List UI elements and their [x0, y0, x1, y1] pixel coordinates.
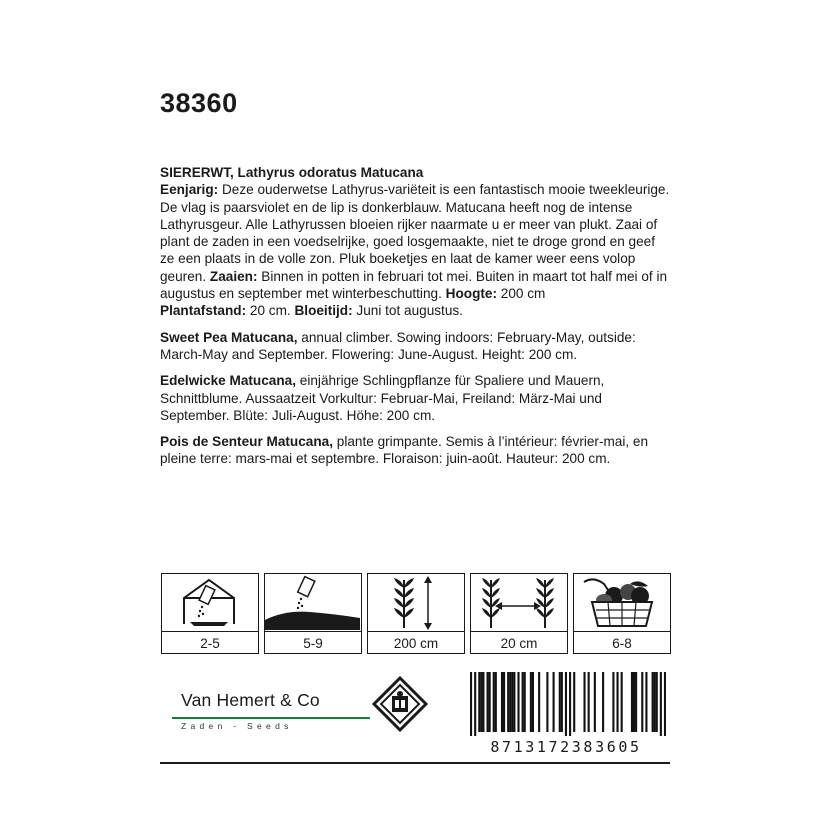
harvest-basket-icon [574, 574, 670, 632]
barcode-bar [513, 672, 515, 732]
brand-underline [172, 717, 370, 719]
icon-label-spacing: 20 cm [500, 636, 538, 651]
barcode-bar [509, 672, 511, 732]
barcode-bar [664, 672, 666, 736]
french-text: plante grimpante. Semis à l’intérieur: février-mai, en pleine terre: mars-mai et septembre. Floraison: juin-août. Hauteur: 200 cm. [160, 434, 649, 467]
cultivation-icons [161, 573, 671, 656]
plantafstand-text: 20 cm. [249, 303, 291, 319]
barcode-bar [487, 672, 489, 732]
barcode-bar [573, 672, 575, 732]
french-name: Pois de Senteur Matucana, [160, 434, 333, 450]
barcode-bar [612, 672, 614, 732]
english-name: Sweet Pea Matucana, [160, 329, 298, 345]
barcode-bar [641, 672, 643, 732]
barcode-bar [553, 672, 555, 732]
german-text: einjährige Schlingpflanze für Spaliere und Mauern, Schnittblume. Aussaatzeit Vorkultur: Februar-Mai, Freiland: März-Mai und September. Blüte: Juli-August. Höhe: 200 cm. [160, 373, 605, 423]
bloeitijd-label: Bloeitijd: [294, 303, 353, 319]
barcode-bar [561, 672, 563, 732]
barcode-bar [631, 672, 633, 732]
hoogte-text: 200 cm [500, 286, 546, 302]
eenjarig-label: Eenjarig: [160, 182, 219, 198]
bottom-rule [160, 762, 670, 764]
dutch-title: SIERERWT, Lathyrus odoratus Matucana [160, 165, 424, 180]
barcode-bar [495, 672, 497, 732]
barcode-bar [583, 672, 585, 732]
hoogte-label: Hoogte: [445, 286, 497, 302]
dutch-description: Deze ouderwetse Lathyrus-variëteit is een fantastisch mooie tweekleurige. De vlag is paarsviolet en de lip is donkerblauw. Matucana heeft nog de intense Lathyrusgeur. Alle Lathyrussen bloeien rijker naarmate u er meer van plukt. Zaai of plant de zaden in een voedselrijke, goed losgemaakte, niet te droge grond en geef ze een plaats in de volle zon. Pluk boeketjes en laat de kamer weer eens volop geuren. [160, 182, 670, 284]
barcode-bar [656, 672, 658, 732]
barcode-bar [493, 672, 495, 732]
quality-seal-logo [372, 676, 428, 732]
german-paragraph [160, 372, 670, 424]
barcode-bar [501, 672, 503, 732]
icon-label-harvest: 6-8 [612, 636, 632, 651]
barcode-bar [569, 672, 571, 736]
english-paragraph [160, 329, 670, 364]
plantafstand-label: Plantafstand: [160, 303, 247, 319]
barcode-bar [478, 672, 480, 732]
barcode-bar [530, 672, 532, 732]
barcode-bar [470, 672, 472, 736]
barcode-bar [565, 672, 567, 736]
barcode-bar [482, 672, 484, 732]
german-name: Edelwicke Matucana, [160, 373, 296, 389]
barcode-bar [532, 672, 534, 732]
barcode-bar [511, 672, 513, 732]
icon-label-indoor: 2-5 [200, 636, 220, 651]
barcode-bar [538, 672, 540, 732]
zaaien-label: Zaaien: [209, 268, 258, 284]
barcode-bar [503, 672, 505, 732]
barcode-bar [621, 672, 623, 732]
plant-height-icon [368, 574, 464, 632]
barcode-bar [517, 672, 519, 732]
dutch-paragraph [160, 164, 670, 320]
article-number: 38360 [160, 88, 238, 118]
zaaien-text: Binnen in potten in februari tot mei. Buiten in maart tot half mei of in augustus en september met winterbeschutting. [160, 268, 668, 302]
barcode-bar [635, 672, 637, 732]
barcode-bar [633, 672, 635, 732]
barcode-digits: 8713172383605 [490, 738, 642, 756]
barcode-bar [489, 672, 491, 732]
barcode-bar [480, 672, 482, 732]
icon-label-outdoor: 5-9 [303, 636, 323, 651]
french-paragraph [160, 433, 670, 468]
bloeitijd-text: Juni tot augustus. [356, 303, 463, 319]
barcode-bar [588, 672, 590, 732]
barcode-bar [654, 672, 656, 732]
icon-cell-indoor [161, 573, 259, 654]
barcode-bar [507, 672, 509, 732]
brand-tagline: Zaden - Seeds [181, 721, 293, 731]
plant-spacing-icon [471, 574, 567, 632]
icon-label-height: 200 cm [393, 636, 439, 651]
barcode-bar [559, 672, 561, 732]
icon-cell-height [367, 573, 465, 654]
barcode-bar [524, 672, 526, 732]
indoor-sowing-icon [162, 574, 258, 632]
english-text: annual climber. Sowing indoors: February-May, outside: March-May and September. Flowering: June-August. Height: 200 cm. [160, 329, 636, 362]
barcode-bar [660, 672, 662, 736]
barcode-bar [616, 672, 618, 732]
barcode-bar [652, 672, 654, 732]
barcode-bar [546, 672, 548, 732]
barcode-bar [594, 672, 596, 732]
barcode-bar [645, 672, 647, 732]
icon-cell-harvest [573, 573, 671, 654]
barcode-bar [522, 672, 524, 732]
description-block [160, 164, 670, 477]
barcode-bar [474, 672, 476, 736]
barcode-bar [602, 672, 604, 732]
brand-name: Van Hemert & Co [181, 690, 320, 710]
icon-cell-spacing [470, 573, 568, 654]
outdoor-sowing-icon [265, 574, 361, 632]
icon-cell-outdoor [264, 573, 362, 654]
